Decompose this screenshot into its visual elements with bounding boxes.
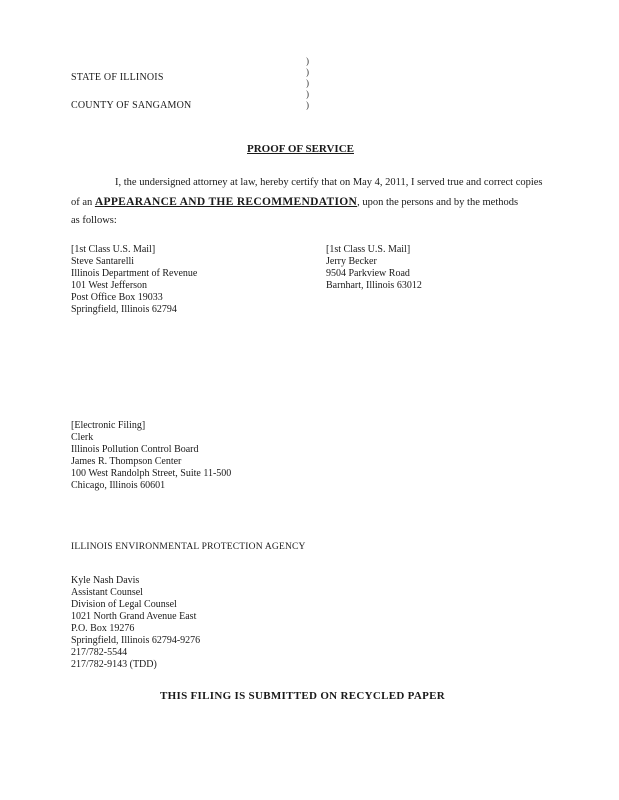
recipient-city: Chicago, Illinois 60601 <box>71 480 166 491</box>
certification-text: of an <box>71 197 95 208</box>
delivery-method: [1st Class U.S. Mail] <box>71 244 156 255</box>
signer-tdd: 217/782-9143 (TDD) <box>71 659 157 670</box>
caption-paren-column <box>306 56 309 111</box>
recipient-address: 9504 Parkview Road <box>326 268 410 279</box>
recipient-address: 100 West Randolph Street, Suite 11-500 <box>71 468 232 479</box>
caption-paren: ) <box>306 78 309 88</box>
recipient-city: Springfield, Illinois 62794 <box>71 304 177 315</box>
caption-paren: ) <box>306 67 309 77</box>
certification-line-3: as follows: <box>71 215 117 226</box>
recipient-org: Illinois Department of Revenue <box>71 268 198 279</box>
agency-name: ILLINOIS ENVIRONMENTAL PROTECTION AGENCY <box>71 542 306 552</box>
recipient-name: Jerry Becker <box>326 256 377 267</box>
recipient-name: Clerk <box>71 432 94 443</box>
caption-paren: ) <box>306 56 309 66</box>
signer-title: Assistant Counsel <box>71 587 143 598</box>
document-titles-emphasis: APPEARANCE AND THE RECOMMENDATION <box>94 196 358 208</box>
certification-line-1: I, the undersigned attorney at law, hereby certify that on May 4, 2011, I served true and correct copies <box>115 177 543 188</box>
signer-phone: 217/782-5544 <box>71 647 128 658</box>
recipient-address: 101 West Jefferson <box>71 280 148 291</box>
signer-city: Springfield, Illinois 62794-9276 <box>71 635 201 646</box>
recycled-paper-footer: THIS FILING IS SUBMITTED ON RECYCLED PAPER <box>160 690 445 702</box>
agency-signature-block <box>71 575 200 671</box>
signer-division: Division of Legal Counsel <box>71 599 177 610</box>
recipient-block-santarelli <box>71 244 197 316</box>
document-title: PROOF OF SERVICE <box>247 143 354 155</box>
recipient-city: Barnhart, Illinois 63012 <box>326 280 422 291</box>
caption-paren: ) <box>306 89 309 99</box>
delivery-method: [1st Class U.S. Mail] <box>326 244 411 255</box>
recipient-block-becker <box>326 244 422 292</box>
recipient-block-clerk <box>71 420 231 492</box>
recipient-name: Steve Santarelli <box>71 256 135 267</box>
recipient-org: Illinois Pollution Control Board <box>71 444 199 455</box>
delivery-method: [Electronic Filing] <box>71 420 146 431</box>
recipient-building: James R. Thompson Center <box>71 456 182 467</box>
recipient-address: Post Office Box 19033 <box>71 292 163 303</box>
certification-line-2 <box>71 190 518 215</box>
caption-state: STATE OF ILLINOIS <box>71 72 164 83</box>
signer-po-box: P.O. Box 19276 <box>71 623 135 634</box>
caption-county: COUNTY OF SANGAMON <box>71 100 192 111</box>
signer-name: Kyle Nash Davis <box>71 575 140 586</box>
signer-address: 1021 North Grand Avenue East <box>71 611 197 622</box>
certification-text: , upon the persons and by the methods <box>357 197 519 208</box>
caption-paren: ) <box>306 100 309 110</box>
